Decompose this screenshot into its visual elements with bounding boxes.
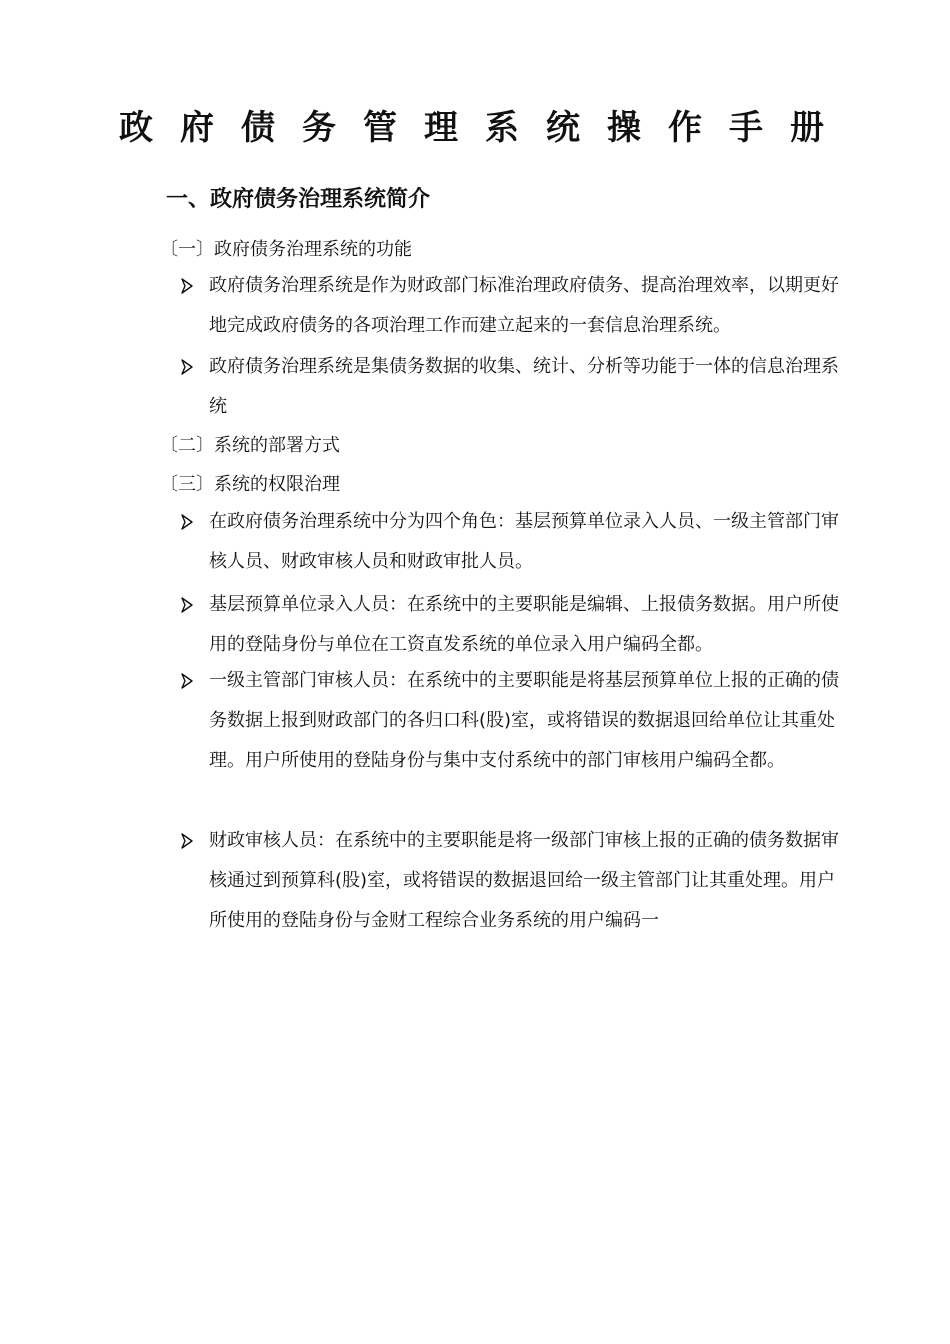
arrowhead-bullet-icon bbox=[180, 351, 194, 379]
list-item bbox=[180, 585, 840, 665]
arrowhead-bullet-icon bbox=[180, 825, 194, 853]
list-item-text: 政府债务治理系统是集债务数据的收集、统计、分析等功能于一体的信息治理系统 bbox=[209, 356, 839, 417]
subsection-heading-deployment: 〔二〕系统的部署方式 bbox=[160, 435, 340, 456]
subsection-heading-functions: 〔一〕政府债务治理系统的功能 bbox=[160, 239, 412, 260]
list-item-text: 在政府债务治理系统中分为四个角色：基层预算单位录入人员、一级主管部门审核人员、财政审核人员和财政审批人员。 bbox=[209, 511, 839, 572]
subsection-heading-permissions: 〔三〕系统的权限治理 bbox=[160, 474, 340, 495]
list-item-text: 基层预算单位录入人员：在系统中的主要职能是编辑、上报债务数据。用户所使用的登陆身份与单位在工资直发系统的单位录入用户编码全都。 bbox=[209, 594, 839, 655]
arrowhead-bullet-icon bbox=[180, 506, 194, 534]
arrowhead-bullet-icon bbox=[180, 270, 194, 298]
arrowhead-bullet-icon bbox=[180, 665, 194, 693]
list-item bbox=[180, 661, 840, 781]
section-heading: 一、政府债务治理系统简介 bbox=[166, 187, 431, 212]
list-item bbox=[180, 347, 840, 427]
list-item bbox=[180, 821, 840, 941]
list-item-text: 政府债务治理系统是作为财政部门标准治理政府债务、提高治理效率，以期更好地完成政府债务的各项治理工作而建立起来的一套信息治理系统。 bbox=[209, 275, 839, 336]
list-item-text: 财政审核人员：在系统中的主要职能是将一级部门审核上报的正确的债务数据审核通过到预算科(股)室，或将错误的数据退回给一级主管部门让其重处理。用户所使用的登陆身份与金财工程综合业务系统的用户编码一 bbox=[209, 830, 839, 931]
list-item-text: 一级主管部门审核人员：在系统中的主要职能是将基层预算单位上报的正确的债务数据上报到财政部门的各归口科(股)室，或将错误的数据退回给单位让其重处理。用户所使用的登陆身份与集中支付系统中的部门审核用户编码全都。 bbox=[209, 670, 839, 771]
list-item bbox=[180, 502, 840, 582]
list-item bbox=[180, 266, 840, 346]
arrowhead-bullet-icon bbox=[180, 589, 194, 617]
document-title: 政府债务管理系统操作手册 bbox=[119, 108, 851, 148]
